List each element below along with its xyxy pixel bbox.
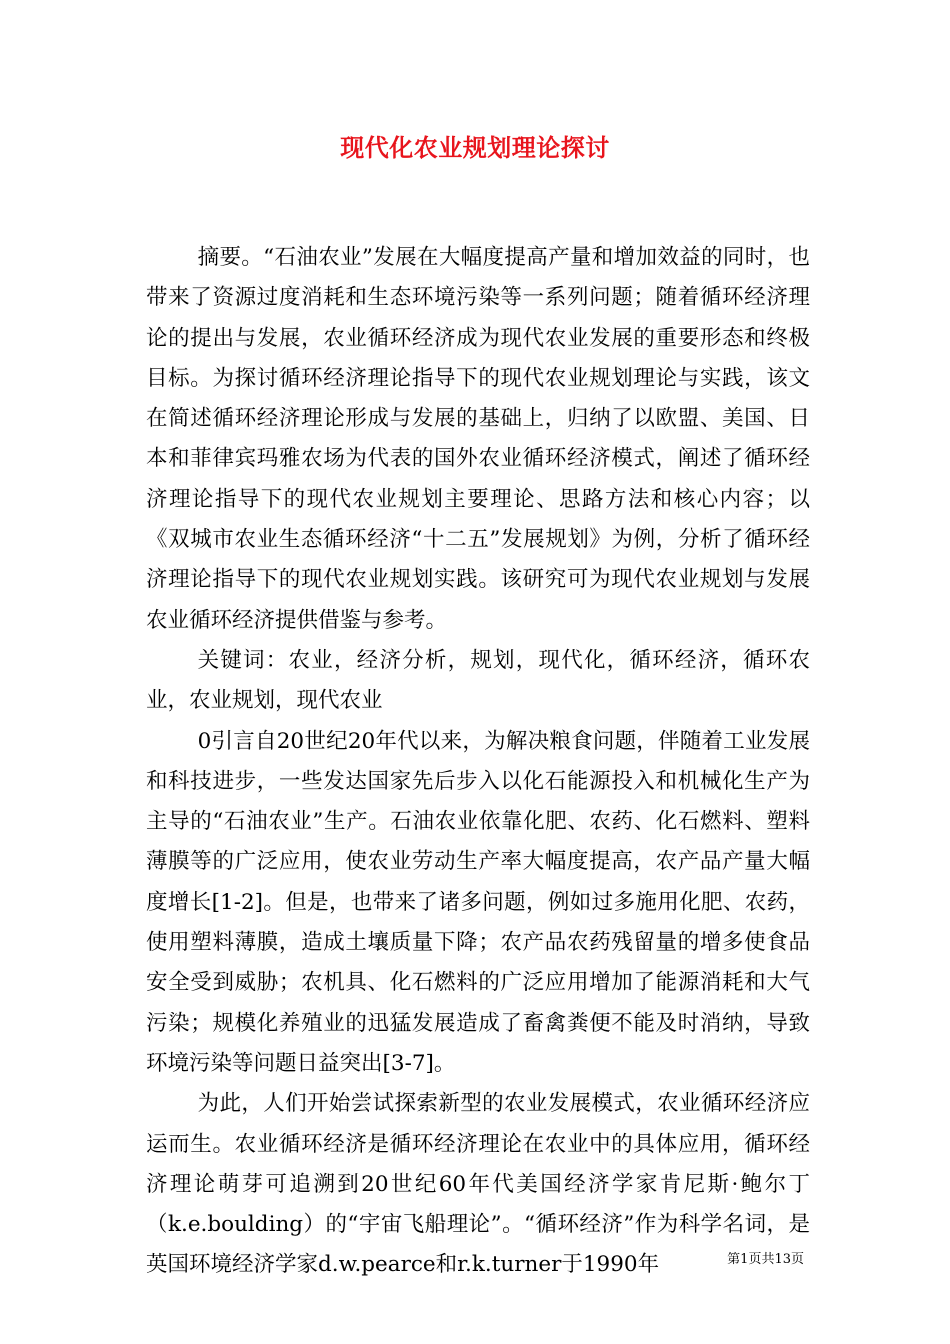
body-paragraph: 为此，人们开始尝试探索新型的农业发展模式，农业循环经济应运而生。农业循环经济是循环经济理论在农业中的具体应用，循环经济理论萌芽可追溯到20世纪60年代美国经济学家肯尼斯·鲍尔丁（k.e.boulding）的“宇宙飞船理论”。“循环经济”作为科学名词，是英国环境经济学家d.w.pearce和r.k.turner于1990年 bbox=[146, 1091, 810, 1278]
document-title: 现代化农业规划理论探讨 bbox=[340, 133, 610, 162]
keywords-paragraph: 关键词：农业，经济分析，规划，现代化，循环经济，循环农业，农业规划，现代农业 bbox=[146, 647, 810, 714]
abstract-paragraph: 摘要。“石油农业”发展在大幅度提高产量和增加效益的同时，也带来了资源过度消耗和生态环境污染等一系列问题；随着循环经济理论的提出与发展，农业循环经济成为现代农业发展的重要形态和终极目标。为探讨循环经济理论指导下的现代农业规划理论与实践，该文在简述循环经济理论形成与发展的基础上，归纳了以欧盟、美国、日本和菲律宾玛雅农场为代表的国外农业循环经济模式，阐述了循环经济理论指导下的现代农业规划主要理论、思路方法和核心内容；以《双城市农业生态循环经济“十二五”发展规划》为例，分析了循环经济理论指导下的现代农业规划实践。该研究可为现代农业规划与发展农业循环经济提供借鉴与参考。 bbox=[146, 245, 810, 633]
document-body bbox=[146, 238, 810, 1286]
introduction-paragraph: 0引言自20世纪20年代以来，为解决粮食问题，伴随着工业发展和科技进步，一些发达国家先后步入以化石能源投入和机械化生产为主导的“石油农业”生产。石油农业依靠化肥、农药、化石燃料、塑料薄膜等的广泛应用，使农业劳动生产率大幅度提高，农产品产量大幅度增长[1-2]。但是，也带来了诸多问题，例如过多施用化肥、农药，使用塑料薄膜，造成土壤质量下降；农产品农药残留量的增多使食品安全受到威胁；农机具、化石燃料的广泛应用增加了能源消耗和大气污染；规模化养殖业的迅猛发展造成了畜禽粪便不能及时消纳，导致环境污染等问题日益突出[3-7]。 bbox=[146, 728, 810, 1076]
page-number-footer: 第1页共13页 bbox=[727, 1252, 804, 1267]
